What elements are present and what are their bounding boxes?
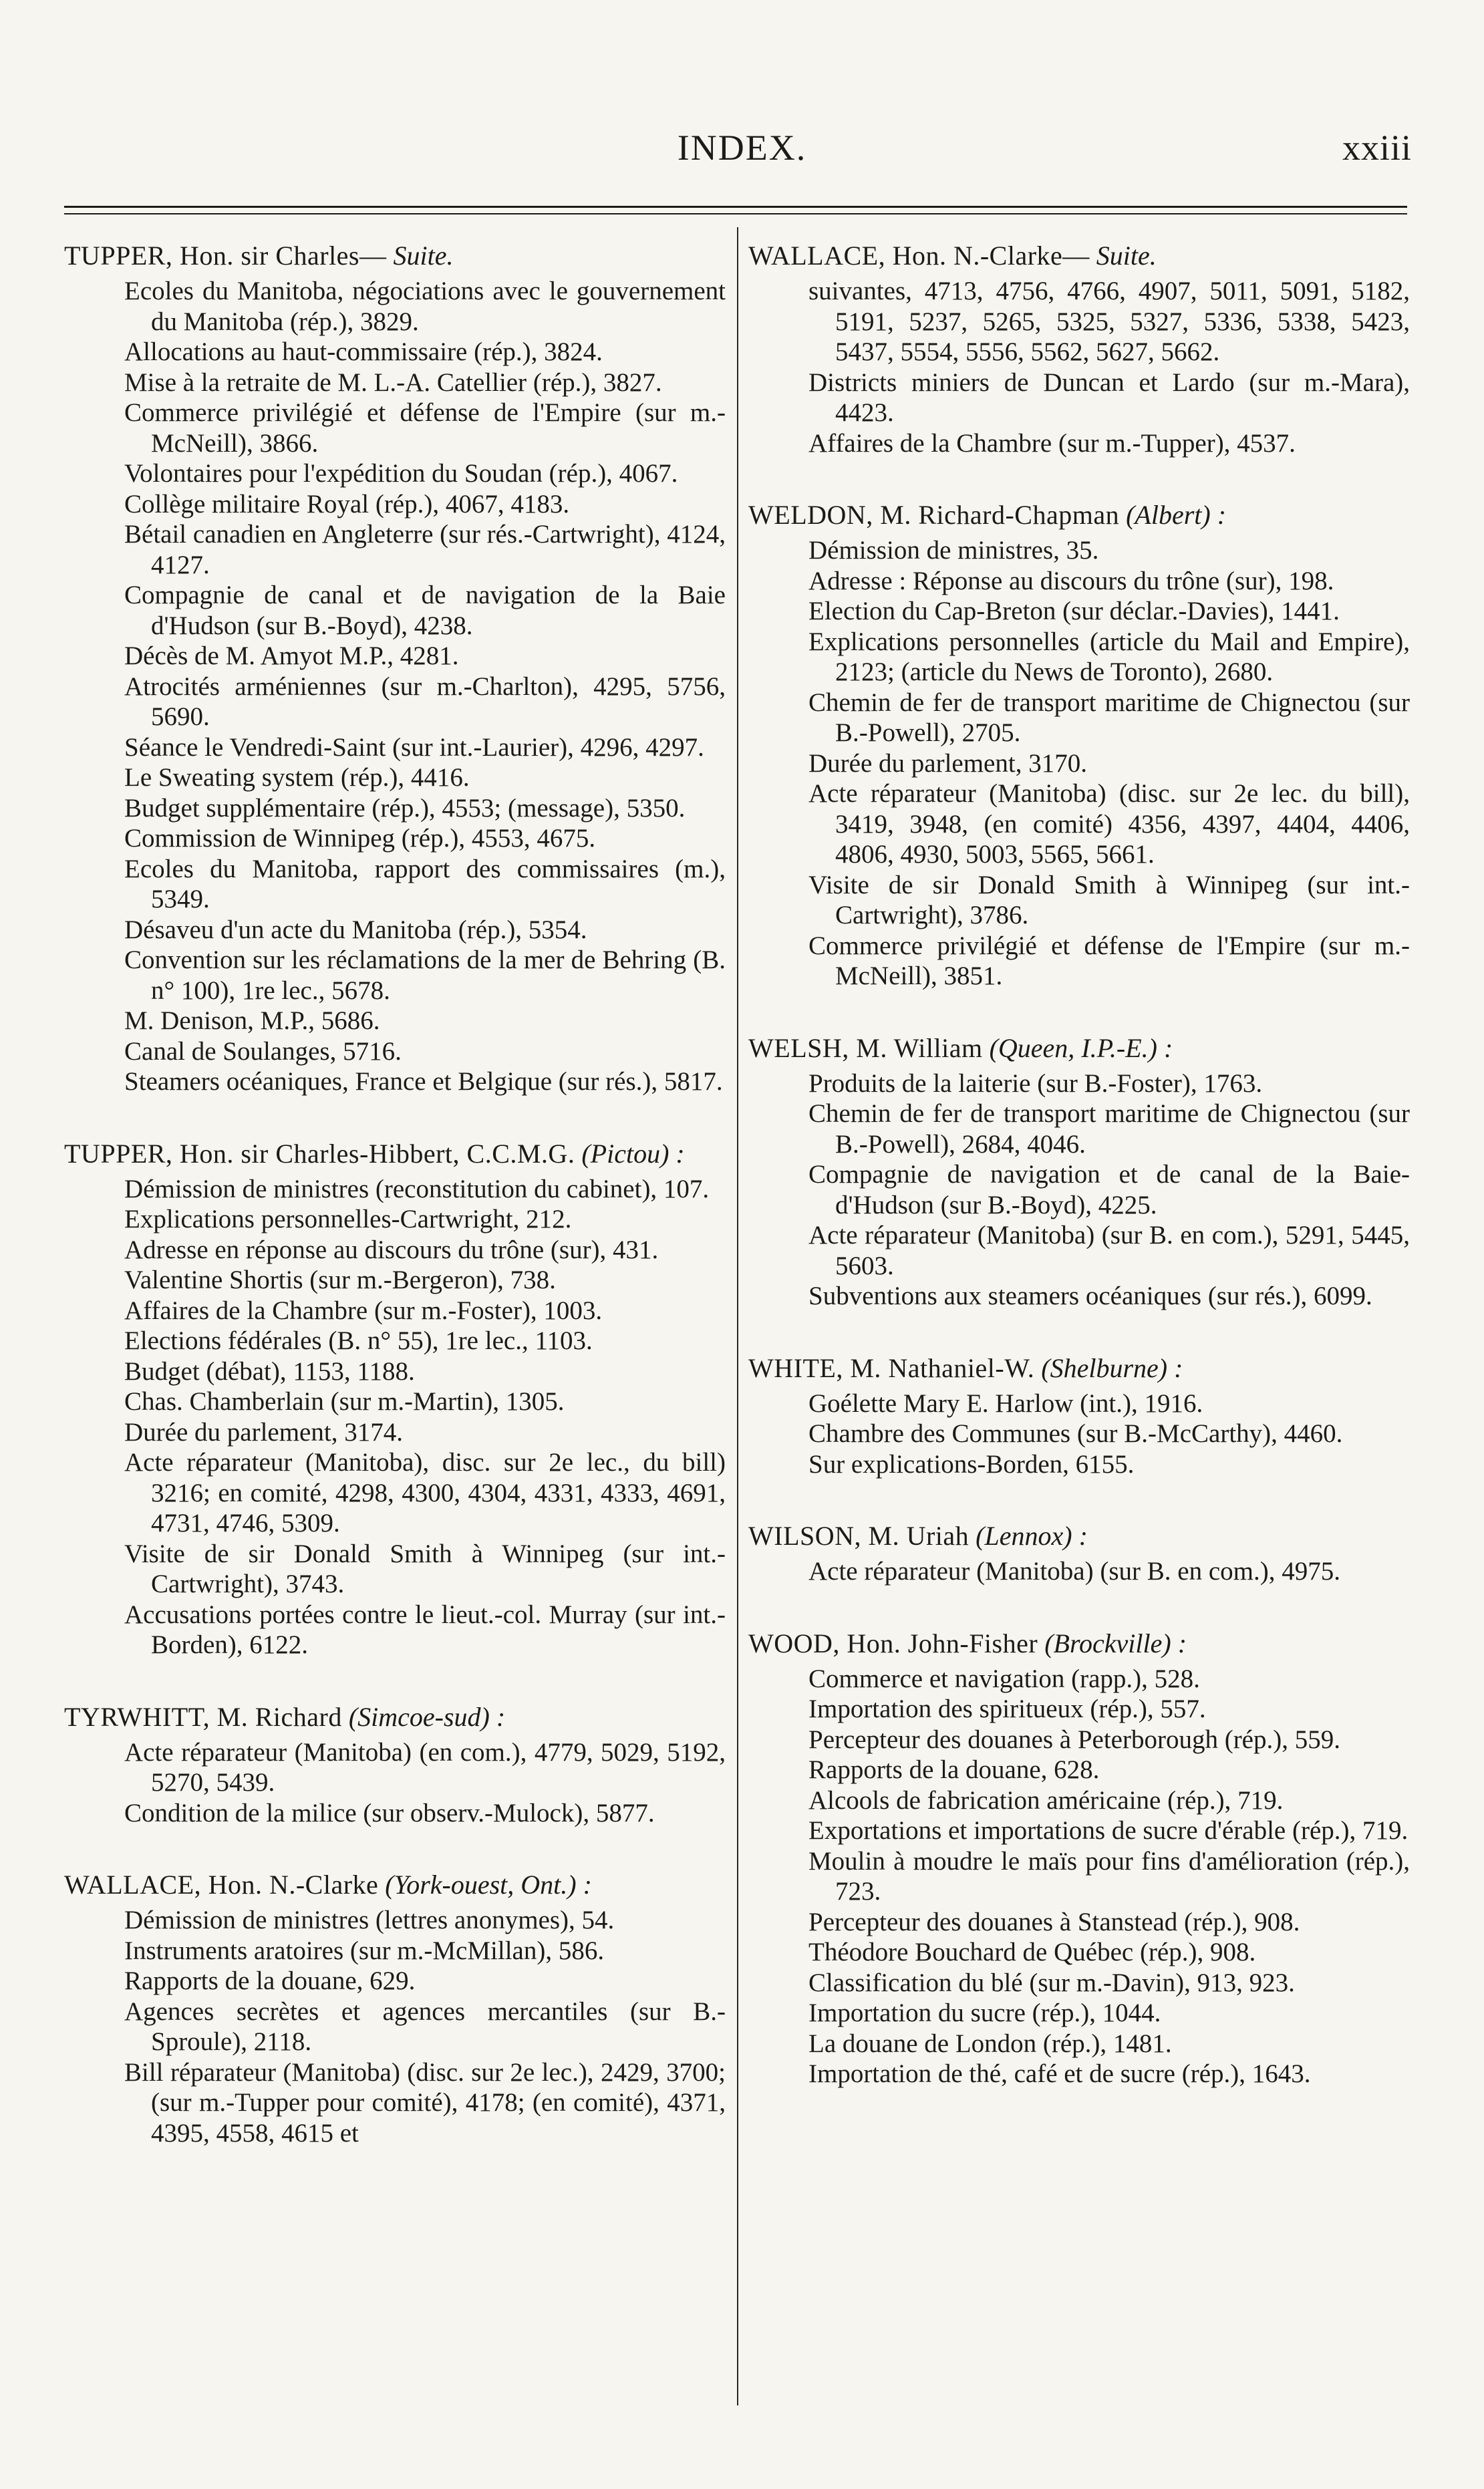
entry-item: Acte réparateur (Manitoba) (sur B. en com.), 4975. xyxy=(808,1557,1340,1586)
entry-item: Commerce privilégié et défense de l'Empire (sur m.-McNeill), 3866. xyxy=(124,398,726,458)
entry-name: TUPPER, Hon. sir Charles-Hibbert, C.C.M.G. xyxy=(64,1138,575,1169)
entry-items xyxy=(748,1388,1410,1480)
entry-heading xyxy=(64,1139,726,1169)
entry-item: Valentine Shortis (sur m.-Bergeron), 738. xyxy=(124,1266,556,1294)
entry-item: Séance le Vendredi-Saint (sur int.-Laurier), 4296, 4297. xyxy=(124,732,704,762)
entry-items xyxy=(748,1556,1410,1587)
entry-name: WALLACE, Hon. N.-Clarke— xyxy=(748,241,1090,271)
entry-item: Instruments aratoires (sur m.-McMillan), 586. xyxy=(124,1936,605,1965)
entry-item: Moulin à moudre le maïs pour fins d'amélioration (rép.), 723. xyxy=(808,1846,1410,1906)
entry-item: Steamers océaniques, France et Belgique (sur rés.), 5817. xyxy=(124,1067,723,1096)
index-entry xyxy=(748,1033,1410,1312)
entry-riding: (Pictou) : xyxy=(581,1138,685,1169)
entry-heading xyxy=(64,1702,726,1732)
entry-item: Décès de M. Amyot M.P., 4281. xyxy=(124,641,459,670)
entry-name: TYRWHITT, M. Richard xyxy=(64,1701,342,1732)
entry-riding: (York-ouest, Ont.) : xyxy=(385,1870,592,1900)
entry-heading xyxy=(64,1870,726,1900)
index-entry xyxy=(748,1628,1410,2089)
entry-item: M. Denison, M.P., 5686. xyxy=(124,1006,380,1035)
entry-riding: (Albert) : xyxy=(1126,500,1227,530)
entry-item: Collège militaire Royal (rép.), 4067, 4183. xyxy=(124,489,570,519)
entry-item: Le Sweating system (rép.), 4416. xyxy=(124,763,470,792)
entry-name: WHITE, M. Nathaniel-W. xyxy=(748,1352,1035,1383)
entry-item: Exportations et importations de sucre d'érable (rép.), 719. xyxy=(808,1816,1408,1845)
entry-riding: Suite. xyxy=(1096,241,1157,271)
entry-items xyxy=(748,276,1410,458)
entry-name: WALLACE, Hon. N.-Clarke xyxy=(64,1870,379,1900)
entry-riding: (Shelburne) : xyxy=(1041,1352,1183,1383)
entry-item: Démission de ministres (lettres anonymes), 54. xyxy=(124,1906,615,1934)
entry-item: Démission de ministres (reconstitution du cabinet), 107. xyxy=(124,1174,710,1203)
entry-item: Affaires de la Chambre (sur m.-Tupper), 4537. xyxy=(808,428,1296,458)
entry-item: Districts miniers de Duncan et Lardo (sur m.-Mara), 4423. xyxy=(808,368,1410,427)
entry-name: WELDON, M. Richard-Chapman xyxy=(748,500,1120,530)
entry-item: Acte réparateur (Manitoba), disc. sur 2e lec., du bill) 3216; en comité, 4298, 4300, 4304, 4331, 4333, 4691, 4731, 4746, 5309. xyxy=(124,1448,726,1538)
index-entry xyxy=(64,241,726,1097)
left-column xyxy=(64,241,726,2190)
entry-item: Durée du parlement, 3170. xyxy=(808,748,1087,778)
entry-item: Acte réparateur (Manitoba) (disc. sur 2e lec. du bill), 3419, 3948, (en comité) 4356, 4397, 4404, 4406, 4806, 4930, 5003, 5565, 5661. xyxy=(808,779,1410,869)
entry-item: Sur explications-Borden, 6155. xyxy=(808,1449,1135,1479)
entry-item: Percepteur des douanes à Stanstead (rép.), 908. xyxy=(808,1907,1300,1936)
entry-item: Rapports de la douane, 628. xyxy=(808,1755,1100,1784)
entry-item: Subventions aux steamers océaniques (sur rés.), 6099. xyxy=(808,1282,1372,1310)
entry-riding: (Brockville) : xyxy=(1044,1628,1187,1658)
entry-item: Bétail canadien en Angleterre (sur rés.-Cartwright), 4124, 4127. xyxy=(124,520,726,579)
entry-item: Allocations au haut-commissaire (rép.), 3824. xyxy=(124,337,603,366)
entry-item: Chemin de fer de transport maritime de Chignectou (sur B.-Powell), 2705. xyxy=(808,688,1410,747)
entry-item: Bill réparateur (Manitoba) (disc. sur 2e lec.), 2429, 3700; (sur m.-Tupper pour comité), 4178; (en comité), 4371, 4395, 4558, 4615 et xyxy=(124,2057,726,2148)
entry-item: Convention sur les réclamations de la mer de Behring (B. n° 100), 1re lec., 5678. xyxy=(124,945,726,1005)
entry-item: Acte réparateur (Manitoba) (sur B. en com.), 5291, 5445, 5603. xyxy=(808,1221,1410,1280)
entry-item: Canal de Soulanges, 5716. xyxy=(124,1036,402,1066)
entry-riding: (Simcoe-sud) : xyxy=(348,1701,506,1732)
entry-item: Affaires de la Chambre (sur m.-Foster), 1003. xyxy=(124,1296,603,1325)
entry-item: Chas. Chamberlain (sur m.-Martin), 1305. xyxy=(124,1387,565,1416)
entry-heading xyxy=(748,1521,1410,1551)
entry-item: Ecoles du Manitoba, négociations avec le gouvernement du Manitoba (rép.), 3829. xyxy=(124,277,726,336)
entry-item: Elections fédérales (B. n° 55), 1re lec., 1103. xyxy=(124,1326,593,1355)
entry-item: Alcools de fabrication américaine (rép.), 719. xyxy=(808,1785,1284,1815)
right-column xyxy=(748,241,1410,2131)
entry-item: La douane de London (rép.), 1481. xyxy=(808,2029,1172,2058)
entry-riding: Suite. xyxy=(393,241,454,271)
entry-item: Produits de la laiterie (sur B.-Foster), 1763. xyxy=(808,1068,1263,1098)
entry-items xyxy=(64,1174,726,1660)
entry-riding: (Lennox) : xyxy=(976,1521,1088,1551)
entry-item: Classification du blé (sur m.-Davin), 913, 923. xyxy=(808,1968,1295,1997)
entry-item: Compagnie de navigation et de canal de la Baie-d'Hudson (sur B.-Boyd), 4225. xyxy=(808,1160,1410,1219)
entry-item: Adresse : Réponse au discours du trône (sur), 198. xyxy=(808,566,1334,595)
index-entry xyxy=(748,241,1410,458)
entry-item: Visite de sir Donald Smith à Winnipeg (sur int.-Cartwright), 3786. xyxy=(808,870,1410,929)
entry-name: WILSON, M. Uriah xyxy=(748,1521,970,1551)
entry-item: Explications personnelles-Cartwright, 212. xyxy=(124,1205,572,1233)
entry-heading xyxy=(748,241,1410,271)
entry-name: WELSH, M. William xyxy=(748,1032,983,1063)
entry-item: Désaveu d'un acte du Manitoba (rép.), 5354. xyxy=(124,915,587,944)
entry-name: TUPPER, Hon. sir Charles— xyxy=(64,241,387,271)
entry-item: Ecoles du Manitoba, rapport des commissaires (m.), 5349. xyxy=(124,854,726,913)
index-entry xyxy=(748,1521,1410,1587)
entry-item: Durée du parlement, 3174. xyxy=(124,1417,403,1447)
column-divider xyxy=(737,227,738,2405)
index-entry xyxy=(64,1139,726,1660)
entry-item: Rapports de la douane, 629. xyxy=(124,1966,416,1995)
entry-item: Atrocités arméniennes (sur m.-Charlton), 4295, 5756, 5690. xyxy=(124,672,726,731)
page-number: xxiii xyxy=(1342,128,1412,168)
entry-item: Adresse en réponse au discours du trône (sur), 431. xyxy=(124,1235,659,1264)
entry-item: Election du Cap-Breton (sur déclar.-Davies), 1441. xyxy=(808,597,1340,625)
entry-item: Explications personnelles (article du Mail and Empire), 2123; (article du News de Toronto), 2680. xyxy=(808,627,1410,686)
entry-riding: (Queen, I.P.-E.) : xyxy=(989,1032,1173,1063)
entry-heading xyxy=(748,1353,1410,1383)
entry-items xyxy=(64,276,726,1097)
entry-item: Mise à la retraite de M. L.-A. Catellier (rép.), 3827. xyxy=(124,368,662,397)
entry-item: Budget (débat), 1153, 1188. xyxy=(124,1356,415,1386)
entry-item: Commerce et navigation (rapp.), 528. xyxy=(808,1664,1200,1693)
entry-item: Chemin de fer de transport maritime de Chignectou (sur B.-Powell), 2684, 4046. xyxy=(808,1099,1410,1159)
entry-item: Agences secrètes et agences mercantiles (sur B.-Sproule), 2118. xyxy=(124,1997,726,2056)
entry-items xyxy=(64,1737,726,1829)
entry-item: Condition de la milice (sur observ.-Mulock), 5877. xyxy=(124,1798,655,1827)
entry-item: Importation de thé, café et de sucre (rép.), 1643. xyxy=(808,2059,1311,2088)
entry-item: Importation des spiritueux (rép.), 557. xyxy=(808,1695,1206,1723)
entry-item: Percepteur des douanes à Peterborough (rép.), 559. xyxy=(808,1725,1340,1754)
entry-heading xyxy=(748,1628,1410,1658)
entry-item: Théodore Bouchard de Québec (rép.), 908. xyxy=(808,1938,1256,1966)
entry-item: suivantes, 4713, 4756, 4766, 4907, 5011, 5091, 5182, 5191, 5237, 5265, 5325, 5327, 5336, 5338, 5423, 5437, 5554, 5556, 5562, 5627, 5662. xyxy=(808,277,1410,366)
index-entry xyxy=(748,1353,1410,1480)
entry-items xyxy=(748,535,1410,992)
index-entry xyxy=(64,1870,726,2148)
entry-item: Chambre des Communes (sur B.-McCarthy), 4460. xyxy=(808,1419,1343,1448)
entry-items xyxy=(748,1664,1410,2089)
entry-heading xyxy=(748,1033,1410,1063)
entry-item: Visite de sir Donald Smith à Winnipeg (sur int.-Cartwright), 3743. xyxy=(124,1539,726,1598)
entry-items xyxy=(748,1068,1410,1312)
entry-item: Budget supplémentaire (rép.), 4553; (message), 5350. xyxy=(124,793,686,823)
entry-item: Acte réparateur (Manitoba) (en com.), 4779, 5029, 5192, 5270, 5439. xyxy=(124,1737,726,1797)
entry-heading xyxy=(64,241,726,271)
entry-heading xyxy=(748,500,1410,530)
entry-item: Importation du sucre (rép.), 1044. xyxy=(808,1999,1161,2027)
entry-item: Démission de ministres, 35. xyxy=(808,536,1099,565)
entry-items xyxy=(64,1905,726,2148)
entry-item: Goélette Mary E. Harlow (int.), 1916. xyxy=(808,1388,1203,1418)
entry-item: Compagnie de canal et de navigation de la Baie d'Hudson (sur B.-Boyd), 4238. xyxy=(124,581,726,640)
entry-item: Volontaires pour l'expédition du Soudan (rép.), 4067. xyxy=(124,459,678,488)
entry-item: Accusations portées contre le lieut.-col. Murray (sur int.-Borden), 6122. xyxy=(124,1600,726,1659)
index-entry xyxy=(748,500,1410,992)
page-title: INDEX. xyxy=(677,128,807,168)
header-rule xyxy=(64,206,1407,214)
index-entry xyxy=(64,1702,726,1829)
entry-item: Commerce privilégié et défense de l'Empire (sur m.-McNeill), 3851. xyxy=(808,931,1410,990)
entry-name: WOOD, Hon. John-Fisher xyxy=(748,1628,1038,1658)
entry-item: Commission de Winnipeg (rép.), 4553, 4675. xyxy=(124,824,596,853)
